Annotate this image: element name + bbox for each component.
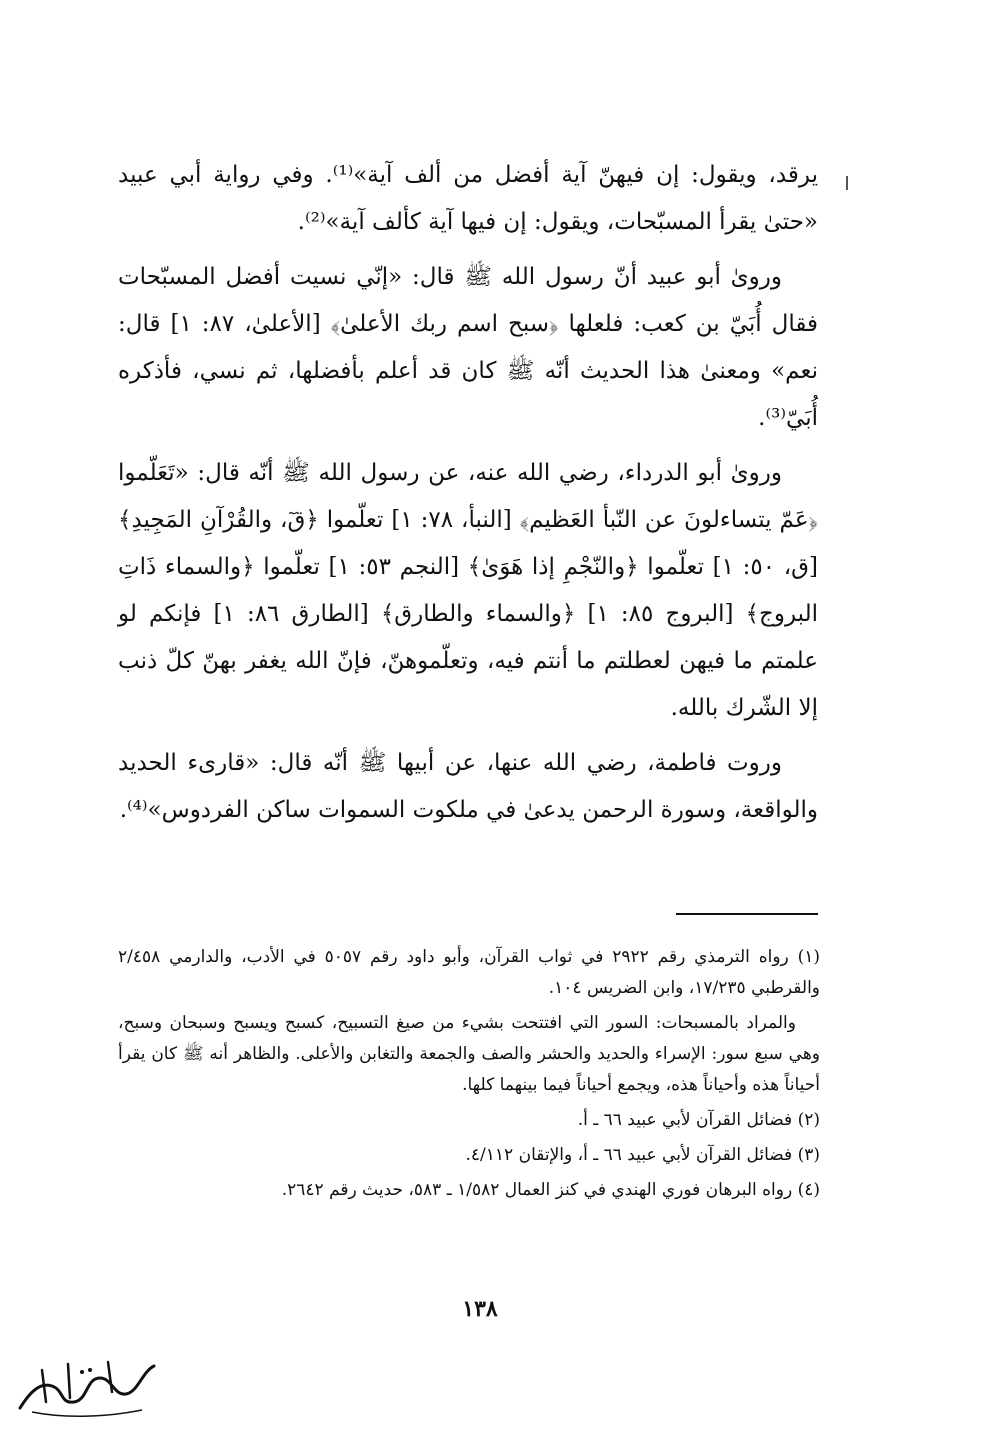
paragraph-2: وروىٰ أبو عبيد أنّ رسول الله ﷺ قال: «إنّي نسيت أفضل المسبّحات فقال أُبَيّ بن كعب: فلعلها ﴿سبح اسم ربك الأعلىٰ﴾ [الأعلىٰ، ٨٧: ١] قال: نعم» ومعنىٰ هذا الحديث أنّه ﷺ كان قد أعلم بأفضلها، ثم نسي، فأذكره أُبَيّ⁽³⁾. [118,264,818,431]
footnote-separator [676,913,818,915]
footnote-4: (٤) رواه البرهان فوري الهندي في كنز العمال ١/٥٨٢ ـ ٥٨٣، حديث رقم ٢٦٤٢. [281,1180,820,1200]
page-number: ١٣٨ [462,1296,498,1322]
paragraph-3: وروىٰ أبو الدرداء، رضي الله عنه، عن رسول الله ﷺ أنّه قال: «تَعَلّموا ﴿عَمّ يتساءلونَ عن النّبأ العَظيم﴾ [النبأ، ٧٨: ١] تعلّموا ﴿قٓ، والقُرْآنِ المَجِيدِ﴾ [ق، ٥٠: ١] تعلّموا ﴿والنّجْمِ إذا هَوَىٰ﴾ [النجم ٥٣: ١] تعلّموا ﴿والسماء ذَاتِ البروج﴾ [البروج ٨٥: ١] ﴿والسماء والطارق﴾ [الطارق ٨٦: ١] فإنكم لو علمتم ما فيهن لعطلتم ما أنتم فيه، وتعلّموهنّ، فإنّ الله يغفر بهنّ كلّ ذنب إلا الشّرك بالله. [118,460,819,721]
footnote-2: (٢) فضائل القرآن لأبي عبيد ٦٦ ـ أ. [577,1110,820,1130]
calligraphy-logo [12,1352,162,1424]
footnote-1-note: والمراد بالمسبحات: السور التي افتتحت بشيء من صيغ التسبيح، كسبح ويسبح وسبحان وسبح، وهي سبع سور: الإسراء والحديد والحشر والصف والجمعة والتغابن والأعلى. والظاهر أنه ﷺ كان يقرأ أحياناً هذه وأحياناً هذه، ويجمع أحياناً فيما بينهما كلها. [118,1013,820,1095]
scan-artifact-mark [846,176,848,190]
paragraph-1: يرقد، ويقول: إن فيهنّ آية أفضل من ألف آية»⁽¹⁾. وفي رواية أبي عبيد «حتىٰ يقرأ المسبّحات، ويقول: إن فيها آية كألف آية»⁽²⁾. [118,162,818,235]
paragraph-4: وروت فاطمة، رضي الله عنها، عن أبيها ﷺ أنّه قال: «قارىء الحديد والواقعة، وسورة الرحمن يدعىٰ في ملكوت السموات ساكن الفردوس»⁽⁴⁾. [118,750,818,823]
main-text [118,152,818,842]
footnote-3: (٣) فضائل القرآن لأبي عبيد ٦٦ ـ أ، والإتقان ٤/١١٢. [465,1145,820,1165]
footnote-1: (١) رواه الترمذي رقم ٢٩٢٢ في ثواب القرآن، وأبو داود رقم ٥٠٥٧ في الأدب، والدارمي ٢/٤٥٨ والقرطبي ١٧/٢٣٥، وابن الضريس ١٠٤. [118,947,821,998]
footnotes [118,942,820,1210]
